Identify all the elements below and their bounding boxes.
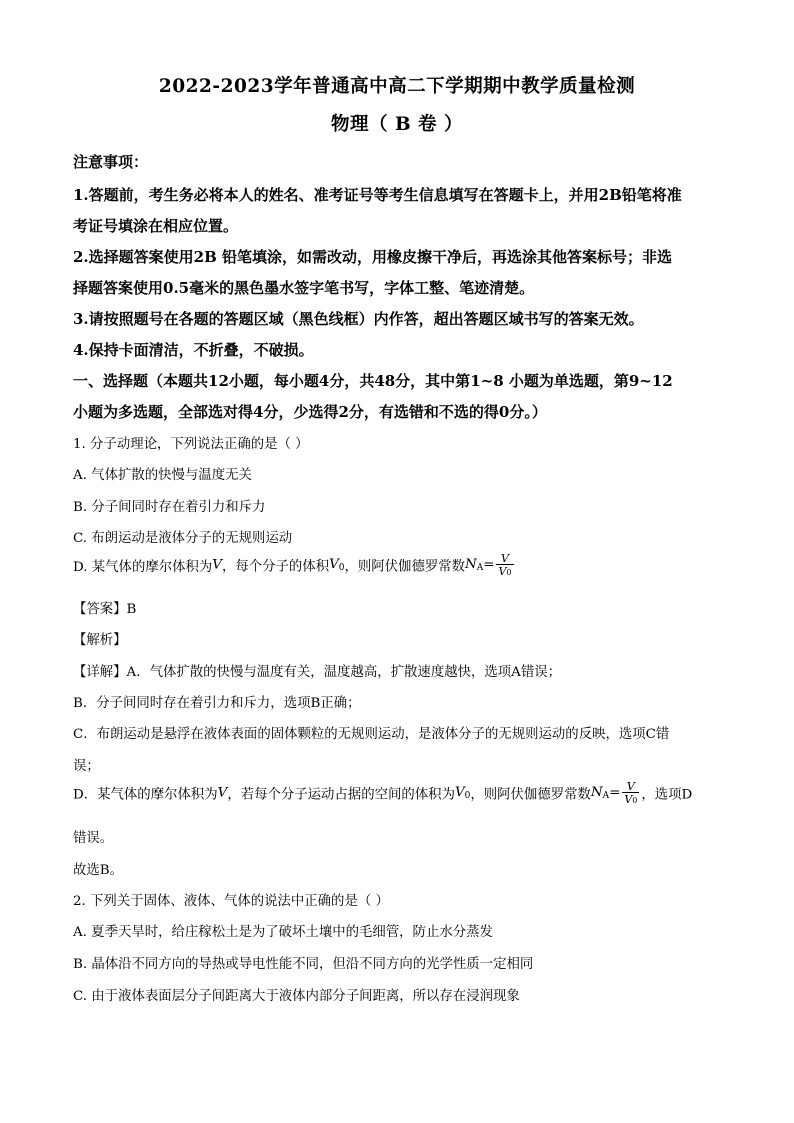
q1-explain-d	[73, 781, 692, 805]
q1-explain-d-text-4: ，选项D	[641, 787, 693, 803]
q1-explain-b: B．分子间同时存在着引力和斥力，选项B正确；	[73, 696, 361, 711]
symbol-v0	[329, 557, 344, 572]
symbol-na-subscript: A	[476, 563, 484, 573]
fraction-numerator: V	[626, 780, 635, 793]
symbol-na	[591, 785, 609, 800]
symbol-v0-subscript: 0	[464, 791, 471, 801]
note-2-line-1: 2.选择题答案使用2B 铅笔填涂，如需改动，用橡皮擦干净后，再选涂其他答案标号；非选	[73, 248, 673, 266]
q2-stem: 2. 下列关于固体、液体、气体的说法中正确的是（ ）	[73, 894, 389, 909]
q1-option-d	[73, 553, 516, 577]
q1-stem: 1. 分子动理论，下列说法正确的是（ ）	[73, 437, 309, 452]
q1-option-d-text-2: ，每个分子的体积	[221, 559, 330, 575]
section-heading-line-1: 一、选择题（本题共12小题，每小题4分，共48分，其中第1~8 小题为单选题，第9~12	[73, 372, 673, 390]
symbol-na-letter: N	[465, 557, 477, 572]
symbol-v: V	[212, 557, 222, 573]
q1-conclusion: 故选B。	[73, 863, 124, 878]
q1-explain-a: 【详解】A．气体扩散的快慢与温度有关，温度越高，扩散速度越快，选项A错误；	[73, 665, 562, 680]
fraction-denominator-subscript: 0	[506, 568, 512, 577]
exam-title: 2022-2023学年普通高中高二下学期期中教学质量检测	[158, 76, 636, 97]
q2-option-a: A. 夏季天旱时，给庄稼松土是为了破坏土壤中的毛细管，防止水分蒸发	[73, 925, 493, 940]
symbol-v: V	[217, 785, 228, 801]
fraction-denominator-subscript: 0	[632, 796, 638, 805]
symbol-na	[465, 557, 483, 572]
equals-sign: =	[483, 557, 495, 573]
q1-option-b: B. 分子间同时存在着引力和斥力	[73, 500, 266, 515]
fraction-denominator-letter: V	[624, 793, 633, 806]
q1-option-d-text-3: ，则阿伏伽德罗常数	[344, 559, 466, 575]
fraction-v-over-v0	[496, 553, 513, 577]
symbol-v0-letter: V	[454, 785, 465, 800]
q1-explain-d-text-3: ，则阿伏伽德罗常数	[470, 787, 591, 803]
fraction-denominator	[496, 564, 513, 577]
symbol-v0-subscript: 0	[338, 563, 345, 573]
note-4: 4.保持卡面清洁，不折叠，不破损。	[73, 341, 314, 359]
q1-explain-d-text-1: D．某气体的摩尔体积为	[73, 787, 218, 803]
fraction-v-over-v0	[622, 781, 639, 805]
q1-option-a: A. 气体扩散的快慢与温度无关	[73, 468, 252, 483]
q1-option-d-text-1: D. 某气体的摩尔体积为	[73, 559, 213, 575]
symbol-na-subscript: A	[602, 791, 610, 801]
q1-explain-d-text-2: ，若每个分子运动占据的空间的体积为	[227, 787, 455, 803]
q2-option-c: C. 由于液体表面层分子间距离大于液体内部分子间距离，所以存在浸润现象	[73, 989, 520, 1004]
q2-option-b: B. 晶体沿不同方向的导热或导电性能不同，但沿不同方向的光学性质一定相同	[73, 957, 534, 972]
symbol-v0-letter: V	[329, 557, 339, 572]
q1-analysis-label: 【解析】	[73, 633, 127, 648]
note-1-line-1: 1.答题前，考生务必将本人的姓名、准考证号等考生信息填写在答题卡上，并用2B铅笔将准	[73, 186, 682, 204]
equals-sign: =	[609, 785, 621, 801]
note-1-line-2: 考证号填涂在相应位置。	[73, 217, 239, 235]
q1-explain-c-line-1: C．布朗运动是悬浮在液体表面的固体颗粒的无规则运动，是液体分子的无规则运动的反映，选项C错	[73, 727, 670, 742]
q1-explain-d-line-2: 错误。	[73, 831, 114, 846]
symbol-na-letter: N	[590, 785, 603, 800]
exam-subtitle: 物理（ B 卷 ）	[331, 114, 463, 135]
note-2-line-2: 择题答案使用0.5毫米的黑色墨水签字笔书写，字体工整、笔迹清楚。	[73, 279, 535, 297]
fraction-denominator-letter: V	[498, 565, 507, 578]
fraction-numerator: V	[501, 552, 509, 565]
fraction-denominator	[622, 792, 639, 805]
q1-option-c: C. 布朗运动是液体分子的无规则运动	[73, 531, 293, 546]
section-heading-line-2: 小题为多选题，全部选对得4分，少选得2分，有选错和不选的得0分。）	[73, 403, 547, 421]
notes-heading: 注意事项：	[73, 153, 149, 171]
q1-answer: 【答案】B	[73, 602, 137, 617]
q1-explain-c-line-2: 误；	[73, 759, 100, 774]
symbol-v0	[455, 785, 470, 800]
note-3: 3.请按照题号在各题的答题区域（黑色线框）内作答，超出答题区域书写的答案无效。	[73, 310, 644, 328]
